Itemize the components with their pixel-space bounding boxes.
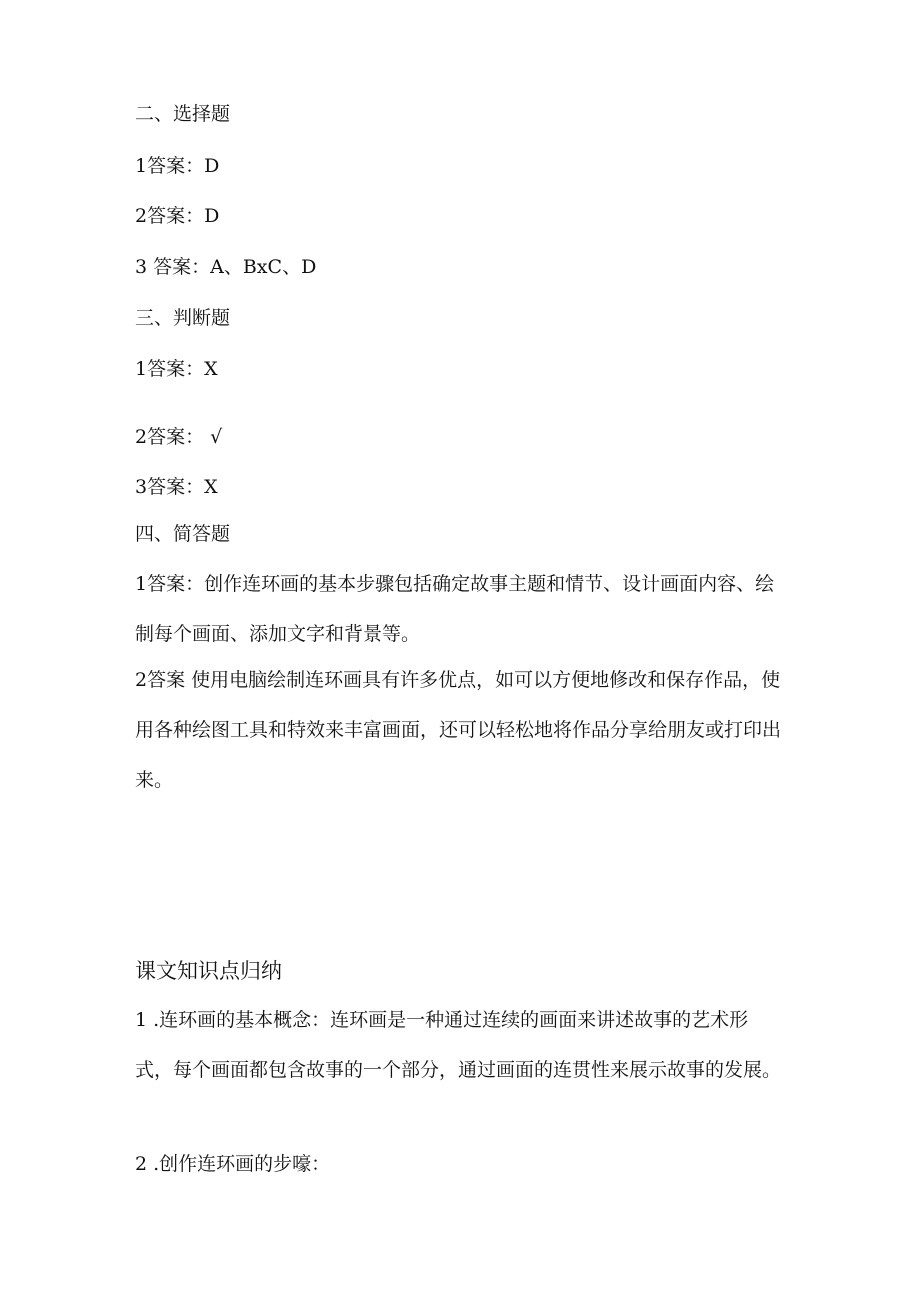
section2-answer-2: 2答案：D bbox=[135, 205, 220, 227]
section2-title: 二、选择题 bbox=[135, 103, 231, 125]
section4-title: 四、简答题 bbox=[135, 523, 231, 545]
section2-answer-1: 1答案：D bbox=[135, 155, 220, 177]
section4-answer-2: 2答案 使用电脑绘制连环画具有许多优点，如可以方便地修改和保存作品，使用各种绘图工具和特效来丰富画面，还可以轻松地将作品分享给朋友或打印出来。 bbox=[135, 669, 782, 791]
section3-answer-1: 1答案：X bbox=[135, 358, 218, 380]
section3-answer-3: 3答案：X bbox=[135, 476, 218, 498]
section4-answer-1: 1答案：创作连环画的基本步骤包括确定故事主题和情节、设计画面内容、绘制每个画面、添加文字和背景等。 bbox=[135, 573, 775, 645]
section2-answer-3: 3 答案：A、BxC、D bbox=[135, 256, 317, 278]
knowledge-point-2: 2 .创作连环画的步嚎： bbox=[135, 1153, 331, 1175]
section3-answer-2: 2答案： √ bbox=[135, 426, 223, 448]
knowledge-heading: 课文知识点归纳 bbox=[135, 959, 282, 983]
knowledge-point-1: 1 .连环画的基本概念：连环画是一种通过连续的画面来讲述故事的艺术形式，每个画面都包含故事的一个部分，通过画面的连贯性来展示故事的发展。 bbox=[135, 1009, 782, 1081]
section3-title: 三、判断题 bbox=[135, 307, 231, 329]
